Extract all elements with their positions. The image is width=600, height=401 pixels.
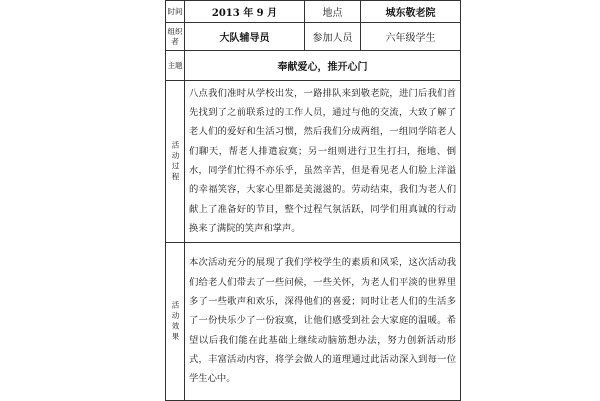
process-label: 活动过程 xyxy=(171,140,180,183)
effect-label-cell xyxy=(166,243,185,401)
theme-value: 奉献爱心，推开心门 xyxy=(185,51,461,81)
row-process xyxy=(166,81,461,243)
row-theme xyxy=(166,51,461,81)
theme-label: 主题 xyxy=(166,51,185,81)
participants-value: 六年级学生 xyxy=(361,23,461,51)
organizer-label: 组织者 xyxy=(166,23,185,51)
row-time-place xyxy=(166,1,461,23)
place-label: 地点 xyxy=(305,1,361,23)
time-label: 时间 xyxy=(166,1,185,23)
process-text: 八点我们准时从学校出发，一路排队来到敬老院，进门后我们首先找到了之前联系过的工作人员，通过与他的交流，大致了解了老人们的爱好和生活习惯，然后我们分成两组，一组同学陪老人们聊天，帮老人排遣寂寞；另一组则进行卫生打扫，拖地、倒水，同学们忙得不亦乐乎，虽然辛苦，但是看见老人们脸上洋溢的幸福笑容，大家心里都是美滋滋的。劳动结束，我们为老人们献上了准备好的节目，整个过程气氛活跃，同学们用真诚的行动换来了满院的笑声和掌声。 xyxy=(185,81,461,243)
activity-record-table xyxy=(165,0,461,401)
effect-label: 活动效果 xyxy=(171,300,180,343)
place-value: 城东敬老院 xyxy=(361,1,461,23)
participants-label: 参加人员 xyxy=(305,23,361,51)
process-label-cell xyxy=(166,81,185,243)
organizer-value: 大队辅导员 xyxy=(185,23,305,51)
date-value: 2013 年 9 月 xyxy=(185,1,305,23)
activity-record-sheet xyxy=(165,0,460,400)
effect-text: 本次活动充分的展现了我们学校学生的素质和风采，这次活动我们给老人们带去了一些问候，一些关怀，为老人们平淡的世界里多了一些歌声和欢乐，深得他们的喜爱；同时让老人们的生活多了一份快乐少了一份寂寞，让他们感受到社会大家庭的温暖。希望以后我们能在此基础上继续动脑筋想办法，努力创新活动形式，丰富活动内容，将学会做人的道理通过此活动深入到每一位学生心中。 xyxy=(185,243,461,401)
row-organizer xyxy=(166,23,461,51)
row-effect xyxy=(166,243,461,401)
